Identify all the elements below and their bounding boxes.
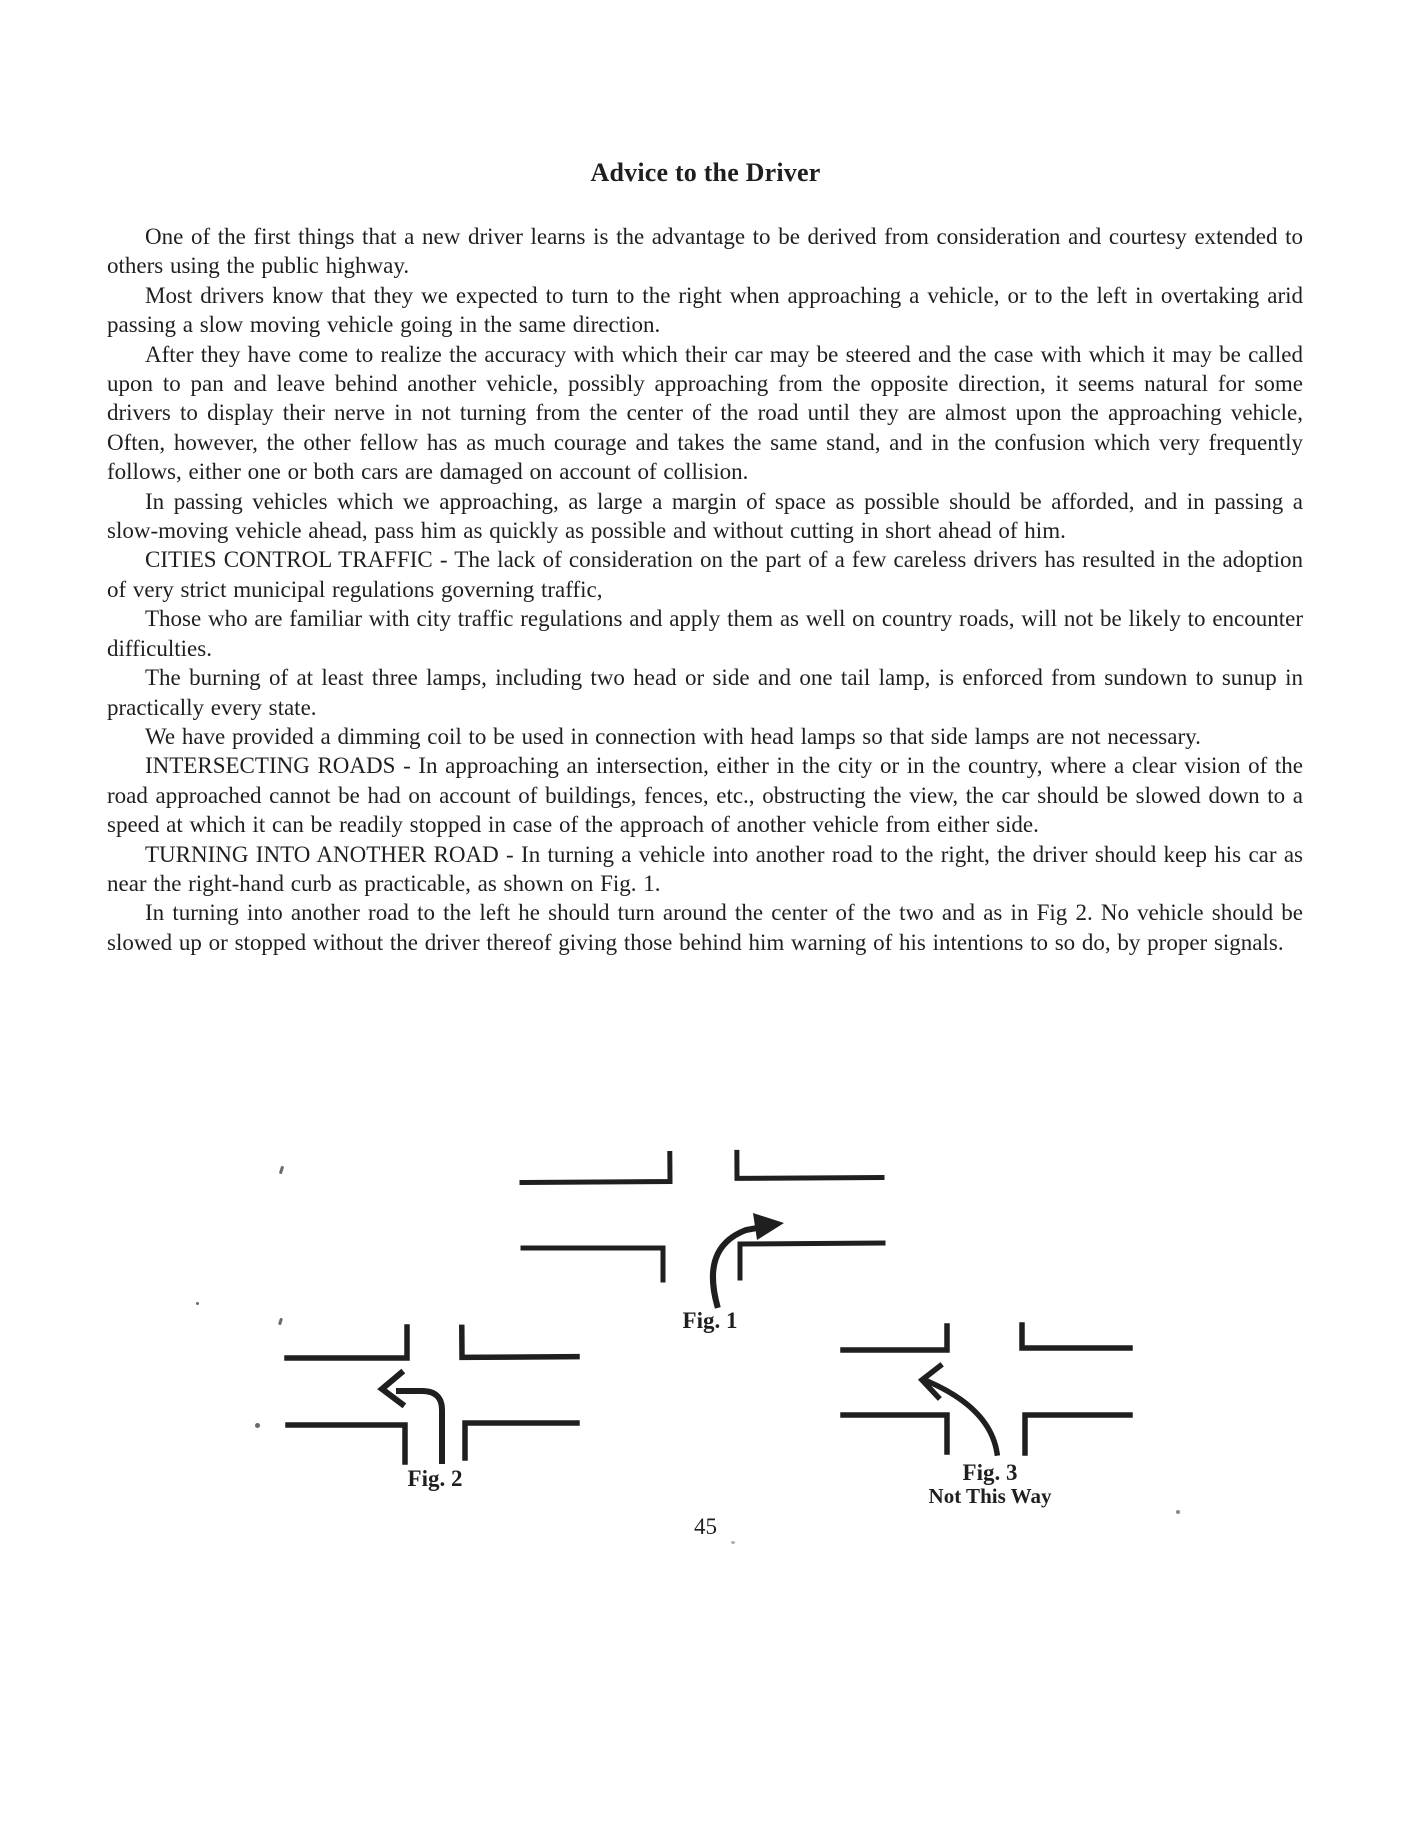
page-number: 45 <box>694 1514 717 1539</box>
figure-3 <box>830 1300 1150 1520</box>
figure-2 <box>270 1310 590 1500</box>
paragraph-4: In passing vehicles which we approaching, as large a margin of space as possible should be afforded, and in passing a slow-moving vehicle ahead, pass him as quickly as possible and without cutting in short ahead of him. <box>107 488 1303 544</box>
scan-speck <box>196 1302 199 1305</box>
fig1-intersection-roads <box>522 1152 883 1280</box>
fig2-caption <box>365 1466 505 1491</box>
paragraph-5: CITIES CONTROL TRAFFIC - The lack of consideration on the part of a few careless drivers has resulted in the adoption of very strict municipal regulations governing traffic, <box>107 547 1303 602</box>
fig3-wrong-way-arrow-icon <box>922 1366 997 1453</box>
scan-speck <box>255 1423 260 1428</box>
fig1-right-turn-arrow-icon <box>713 1213 784 1305</box>
fig3-intersection-roads <box>843 1325 1130 1453</box>
paragraph-8: We have provided a dimming coil to be used in connection with head lamps so that side lamps are not necessary. <box>145 723 1201 749</box>
fig3-caption-label: Fig. 3 <box>962 1460 1018 1485</box>
fig2-caption-label: Fig. 2 <box>407 1466 463 1491</box>
paragraph-11: In turning into another road to the left he should turn around the center of the two and as in Fig 2. No vehicle should be slowed up or stopped without the driver thereof giving those behind him warning of his intentions to so do, by proper signals. <box>107 900 1303 955</box>
fig3-intersection-diagram <box>830 1300 1150 1465</box>
paragraph-2: Most drivers know that they we expected to turn to the right when approaching a vehicle, or to the left in overtaking arid passing a slow moving vehicle going in the same direction. <box>107 282 1303 338</box>
fig3-subcaption: Not This Way <box>928 1484 1052 1508</box>
fig2-intersection-diagram <box>270 1310 590 1470</box>
paragraph-7: The burning of at least three lamps, including two head or side and one tail lamp, is enforced from sundown to sunup in practically every state. <box>107 665 1303 720</box>
scan-speck <box>279 1166 284 1175</box>
page-title: Advice to the Driver <box>590 158 821 187</box>
paragraph-10: TURNING INTO ANOTHER ROAD - In turning a vehicle into another road to the right, the driver should keep his car as near the right-hand curb as practicable, as shown on Fig. 1. <box>107 841 1303 896</box>
fig3-caption <box>900 1460 1080 1507</box>
scan-speck <box>731 1541 735 1544</box>
paragraph-9: INTERSECTING ROADS - In approaching an intersection, either in the city or in the country, where a clear vision of the road approached cannot be had on account of buildings, fences, etc., obstructing the view, the car should be slowed down to a speed at which it can be readily stopped in case of the approach of another vehicle from either side. <box>107 753 1303 838</box>
paragraph-6: Those who are familiar with city traffic regulations and apply them as well on country roads, will not be likely to encounter difficulties. <box>107 606 1303 661</box>
fig2-left-turn-arrow-icon <box>382 1373 442 1461</box>
paragraph-3: After they have come to realize the accuracy with which their car may be steered and the case with which it may be called upon to pan and leave behind another vehicle, possibly approaching from the opposite direction, it seems natural for some drivers to display their nerve in not turning from the center of the road until they are almost upon the approaching vehicle, Often, however, the other fellow has as much courage and takes the same stand, and in the confusion which very frequently follows, either one or both cars are damaged on account of collision. <box>107 341 1303 485</box>
fig1-caption-label: Fig. 1 <box>682 1308 738 1333</box>
fig1-intersection-diagram <box>500 1140 900 1310</box>
paragraph-1: One of the first things that a new driver learns is the advantage to be derived from consideration and courtesy extended to others using the public highway. <box>107 224 1303 279</box>
fig1-caption <box>640 1308 780 1333</box>
body-text <box>107 222 1303 957</box>
scan-speck <box>1176 1510 1180 1514</box>
